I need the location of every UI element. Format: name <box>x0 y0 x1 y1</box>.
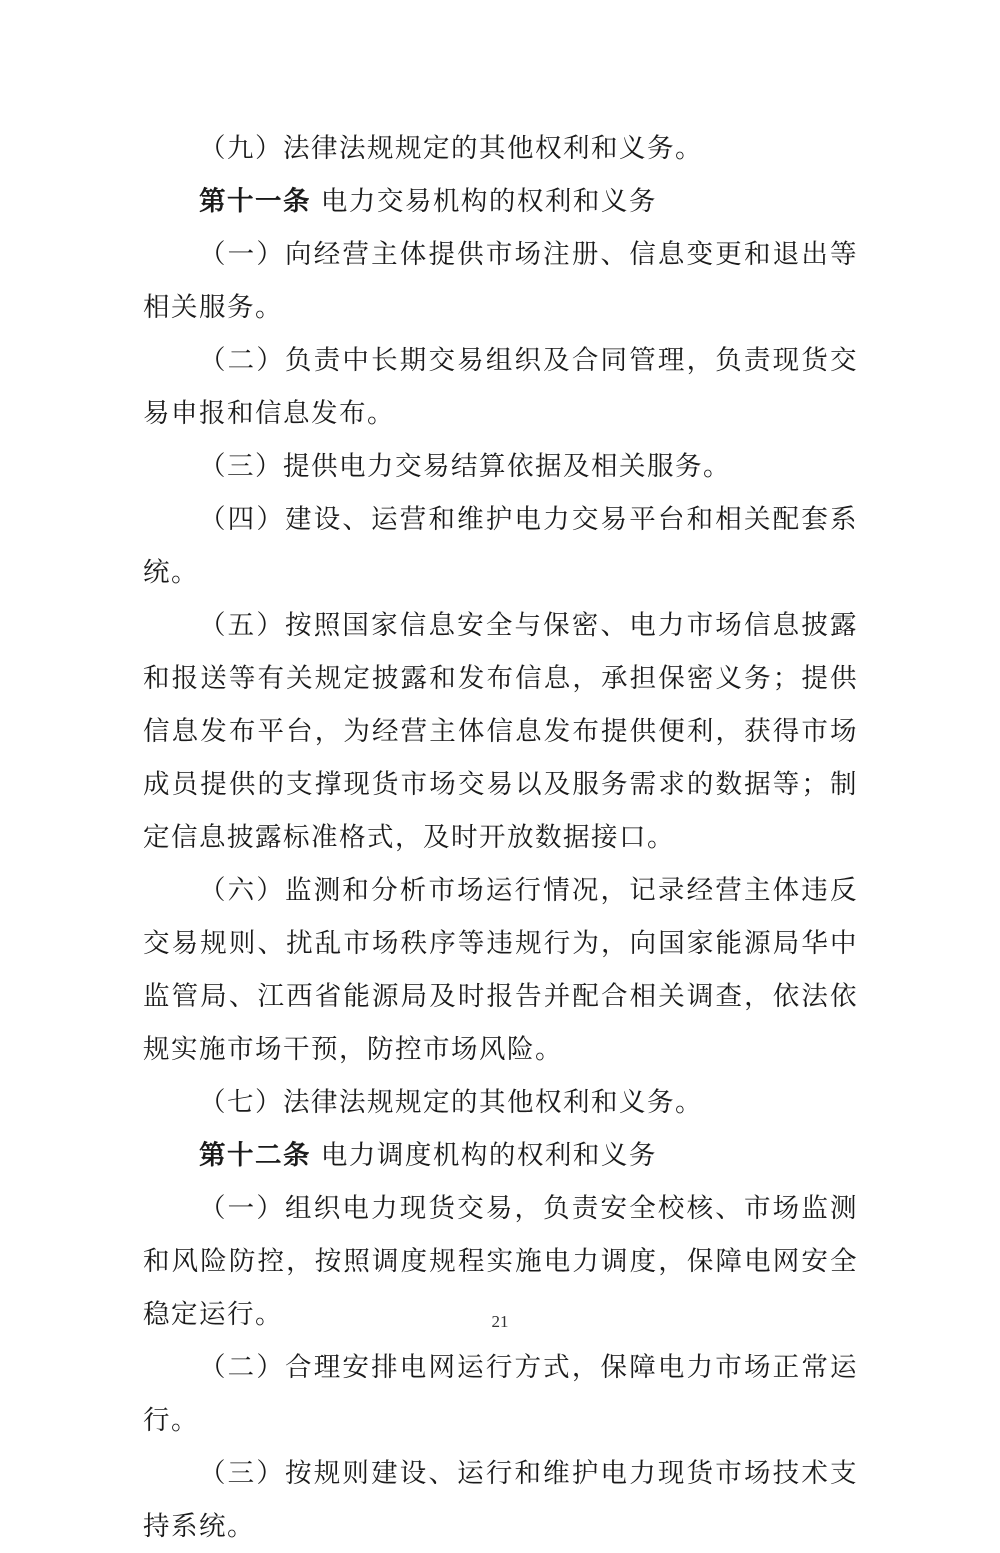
article-number: 第十一条 <box>199 186 311 217</box>
paragraph-item: （九）法律法规规定的其他权利和义务。 <box>199 133 703 164</box>
article-title: 电力交易机构的权利和义务 <box>311 186 657 217</box>
paragraph-item: （三）按规则建设、运行和维护电力现货市场技术支持系统。 <box>143 1458 858 1542</box>
article-number: 第十二条 <box>199 1140 311 1171</box>
paragraph-item: （五）按照国家信息安全与保密、电力市场信息披露和报送等有关规定披露和发布信息，承担保密义务；提供信息发布平台，为经营主体信息发布提供便利，获得市场成员提供的支撑现货市场交易以及服务需求的数据等；制定信息披露标准格式，及时开放数据接口。 <box>143 610 858 853</box>
paragraph-item: （六）监测和分析市场运行情况，记录经营主体违反交易规则、扰乱市场秩序等违规行为，向国家能源局华中监管局、江西省能源局及时报告并配合相关调查，依法依规实施市场干预，防控市场风险。 <box>143 875 858 1065</box>
paragraph-item: （三）提供电力交易结算依据及相关服务。 <box>199 451 731 482</box>
page-number: 21 <box>491 1312 509 1331</box>
page-content <box>143 122 858 1553</box>
article-title: 电力调度机构的权利和义务 <box>311 1140 657 1171</box>
paragraph-item: （二）合理安排电网运行方式，保障电力市场正常运行。 <box>143 1352 858 1436</box>
paragraph-item: （四）建设、运营和维护电力交易平台和相关配套系统。 <box>143 504 858 588</box>
article-heading <box>143 1129 858 1182</box>
paragraph-item: （七）法律法规规定的其他权利和义务。 <box>199 1087 703 1118</box>
article-heading <box>143 175 858 228</box>
paragraph-item: （一）组织电力现货交易，负责安全校核、市场监测和风险防控，按照调度规程实施电力调度，保障电网安全稳定运行。 <box>143 1193 858 1330</box>
paragraph-item: （一）向经营主体提供市场注册、信息变更和退出等相关服务。 <box>143 239 858 323</box>
paragraph-item: （二）负责中长期交易组织及合同管理，负责现货交易申报和信息发布。 <box>143 345 858 429</box>
